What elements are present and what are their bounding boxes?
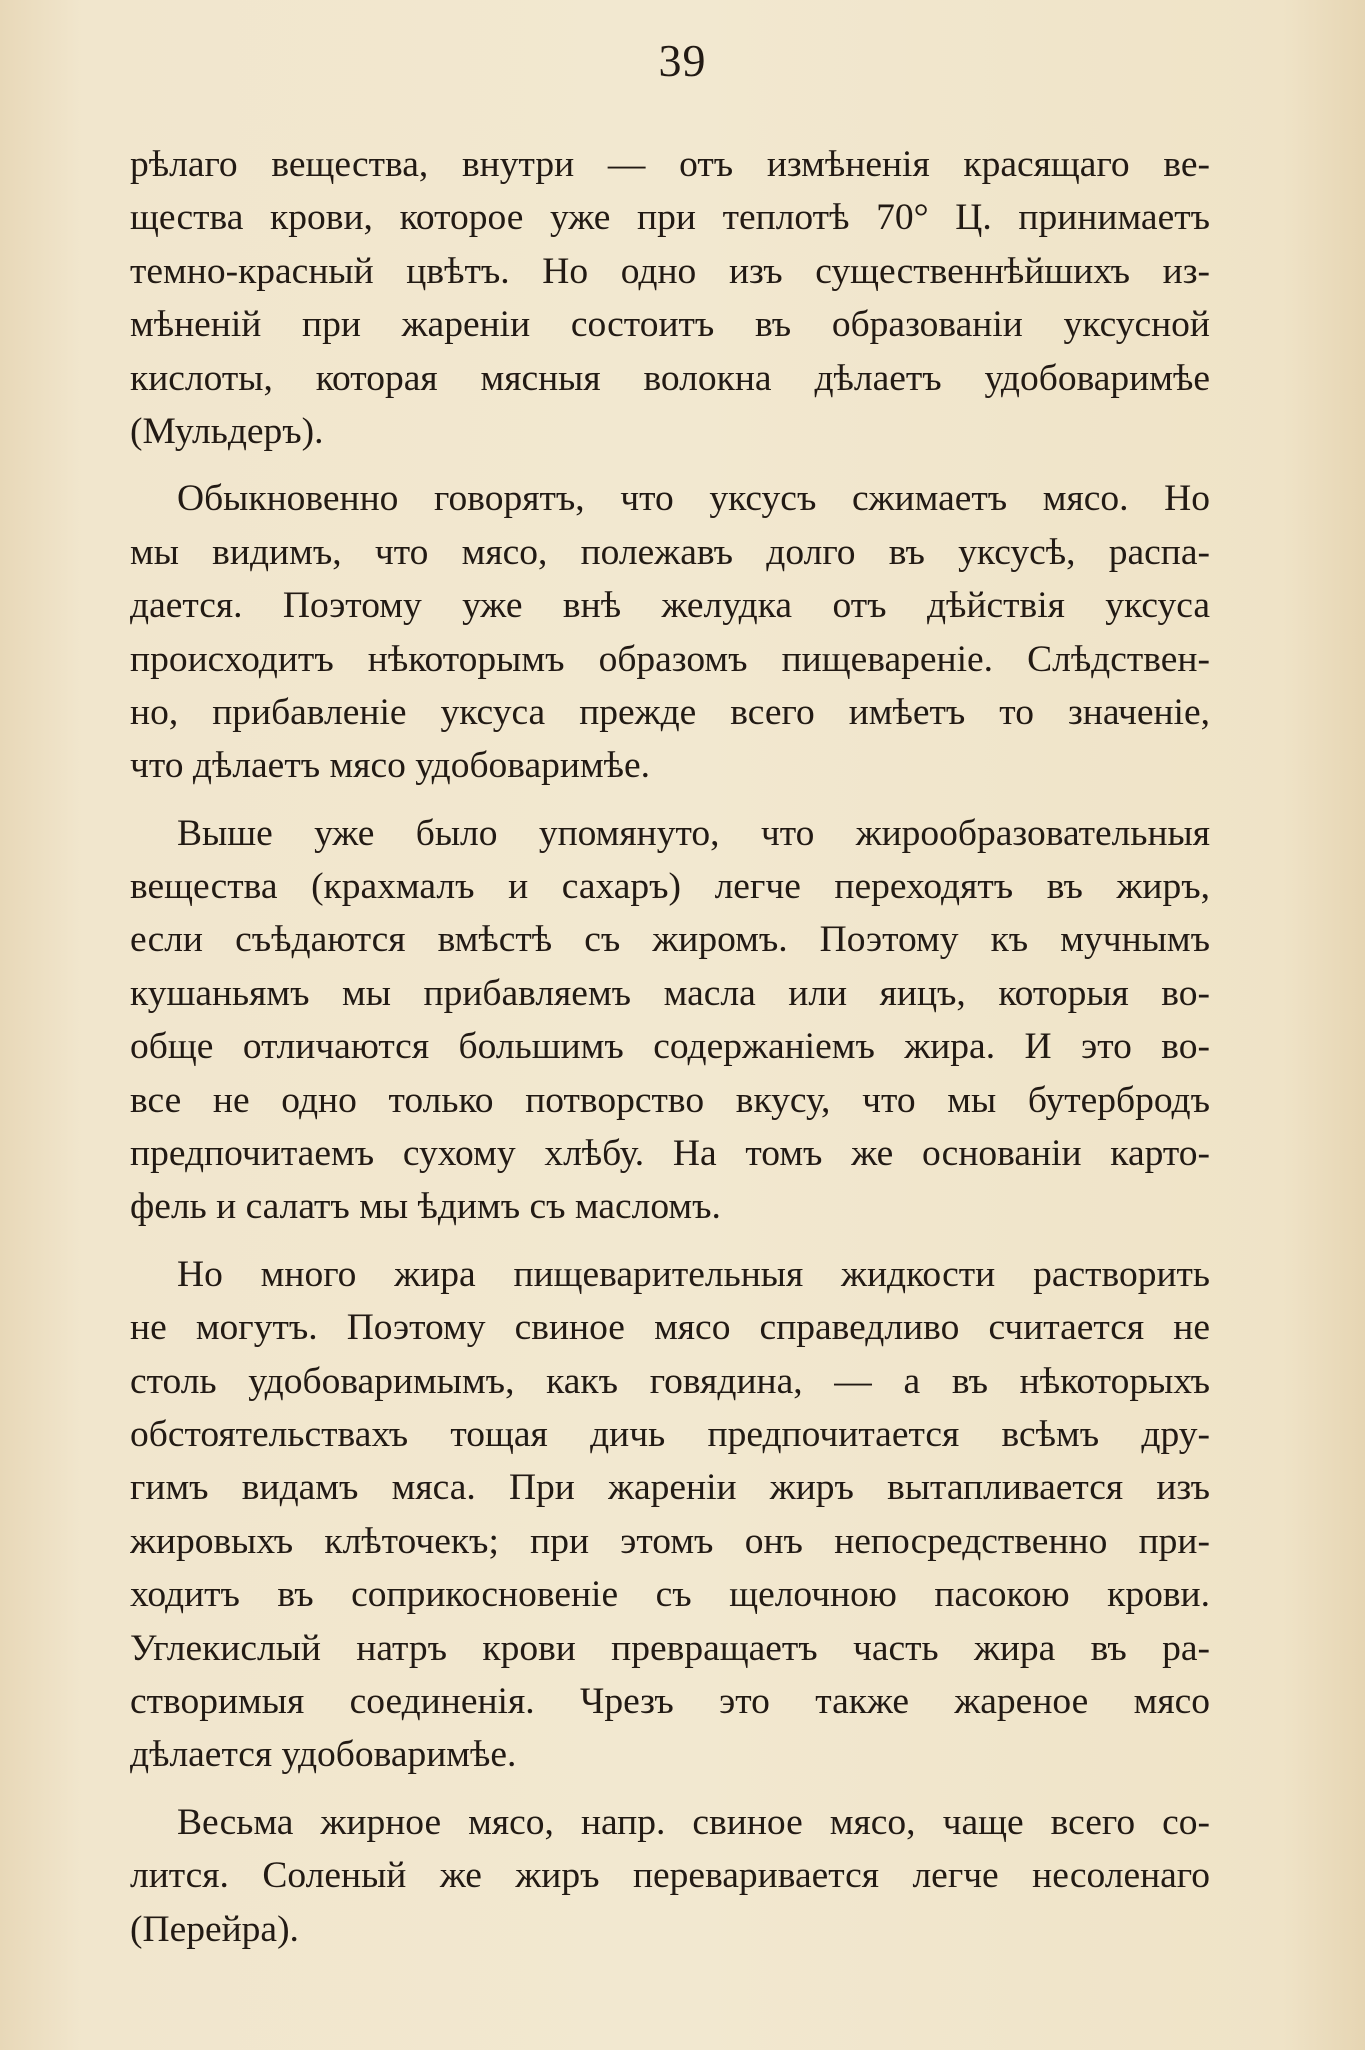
text-line: все не одно только потворство вкусу, что мы бутербродъ [130,1079,1210,1121]
text-line: створимыя соединенія. Чрезъ это также жареное мясо [130,1680,1210,1722]
paragraph-4 [130,1248,1210,1782]
text-line: мѣненій при жареніи состоитъ въ образованіи уксусной [130,304,1210,346]
text-line: Но много жира пищеварительныя жидкости растворить [177,1253,1210,1295]
text-line: Углекислый натръ крови превращаетъ часть жира въ ра- [130,1627,1210,1669]
text-line: обстоятельствахъ тощая дичь предпочитается всѣмъ дру- [130,1413,1210,1455]
text-line: мы видимъ, что мясо, полежавъ долго въ уксусѣ, распа- [130,531,1210,573]
paragraph-2 [130,472,1210,792]
paragraph-1 [130,138,1210,458]
text-line: лится. Соленый же жиръ переваривается легче несоленаго [130,1855,1210,1897]
text-line: жировыхъ клѣточекъ; при этомъ онъ непосредственно при- [130,1520,1210,1562]
text-line: кислоты, которая мясныя волокна дѣлаетъ удобоваримѣе [130,357,1210,399]
text-line: обще отличаются большимъ содержаніемъ жира. И это во- [130,1026,1210,1068]
text-line: гимъ видамъ мяса. При жареніи жиръ вытапливается изъ [130,1467,1210,1509]
text-line: дается. Поэтому уже внѣ желудка отъ дѣйствія уксуса [130,585,1210,627]
text-line: фель и салатъ мы ѣдимъ съ масломъ. [130,1186,721,1228]
text-line: но, прибавленіе уксуса прежде всего имѣетъ то значеніе, [130,691,1210,733]
text-line: (Мульдеръ). [130,410,324,452]
text-line: дѣлается удобоваримѣе. [130,1734,517,1776]
text-line: Весьма жирное мясо, напр. свиное мясо, чаще всего со- [177,1801,1210,1843]
text-line: ходитъ въ соприкосновеніе съ щелочною пасокою крови. [130,1574,1210,1616]
page-number: 39 [658,35,707,86]
text-line: щества крови, которое уже при теплотѣ 70° Ц. принимаетъ [130,197,1210,239]
paragraph-3 [130,807,1210,1234]
text-line: Выше уже было упомянуто, что жирообразовательныя [177,812,1210,854]
text-line: если съѣдаются вмѣстѣ съ жиромъ. Поэтому къ мучнымъ [130,919,1210,961]
text-line: темно-красный цвѣтъ. Но одно изъ существеннѣйшихъ из- [130,250,1210,292]
text-line: Обыкновенно говорятъ, что уксусъ сжимаетъ мясо. Но [177,478,1210,520]
text-line: (Перейра). [130,1908,299,1950]
text-line: не могутъ. Поэтому свиное мясо справедливо считается не [130,1307,1210,1349]
text-line: предпочитаемъ сухому хлѣбу. На томъ же основаніи карто- [130,1133,1210,1175]
text-line: вещества (крахмалъ и сахаръ) легче переходятъ въ жиръ, [130,866,1210,908]
text-line: кушаньямъ мы прибавляемъ масла или яицъ, которыя во- [130,972,1210,1014]
text-line: что дѣлаетъ мясо удобоваримѣе. [130,745,651,787]
text-line: рѣлаго вещества, внутри — отъ измѣненія красящаго ве- [130,144,1210,185]
text-line: столь удобоваримымъ, какъ говядина, — а въ нѣкоторыхъ [130,1360,1210,1402]
text-line: происходитъ нѣкоторымъ образомъ пищевареніе. Слѣдствен- [130,638,1210,680]
body-text [130,138,1210,1956]
paragraph-5 [130,1796,1210,1956]
